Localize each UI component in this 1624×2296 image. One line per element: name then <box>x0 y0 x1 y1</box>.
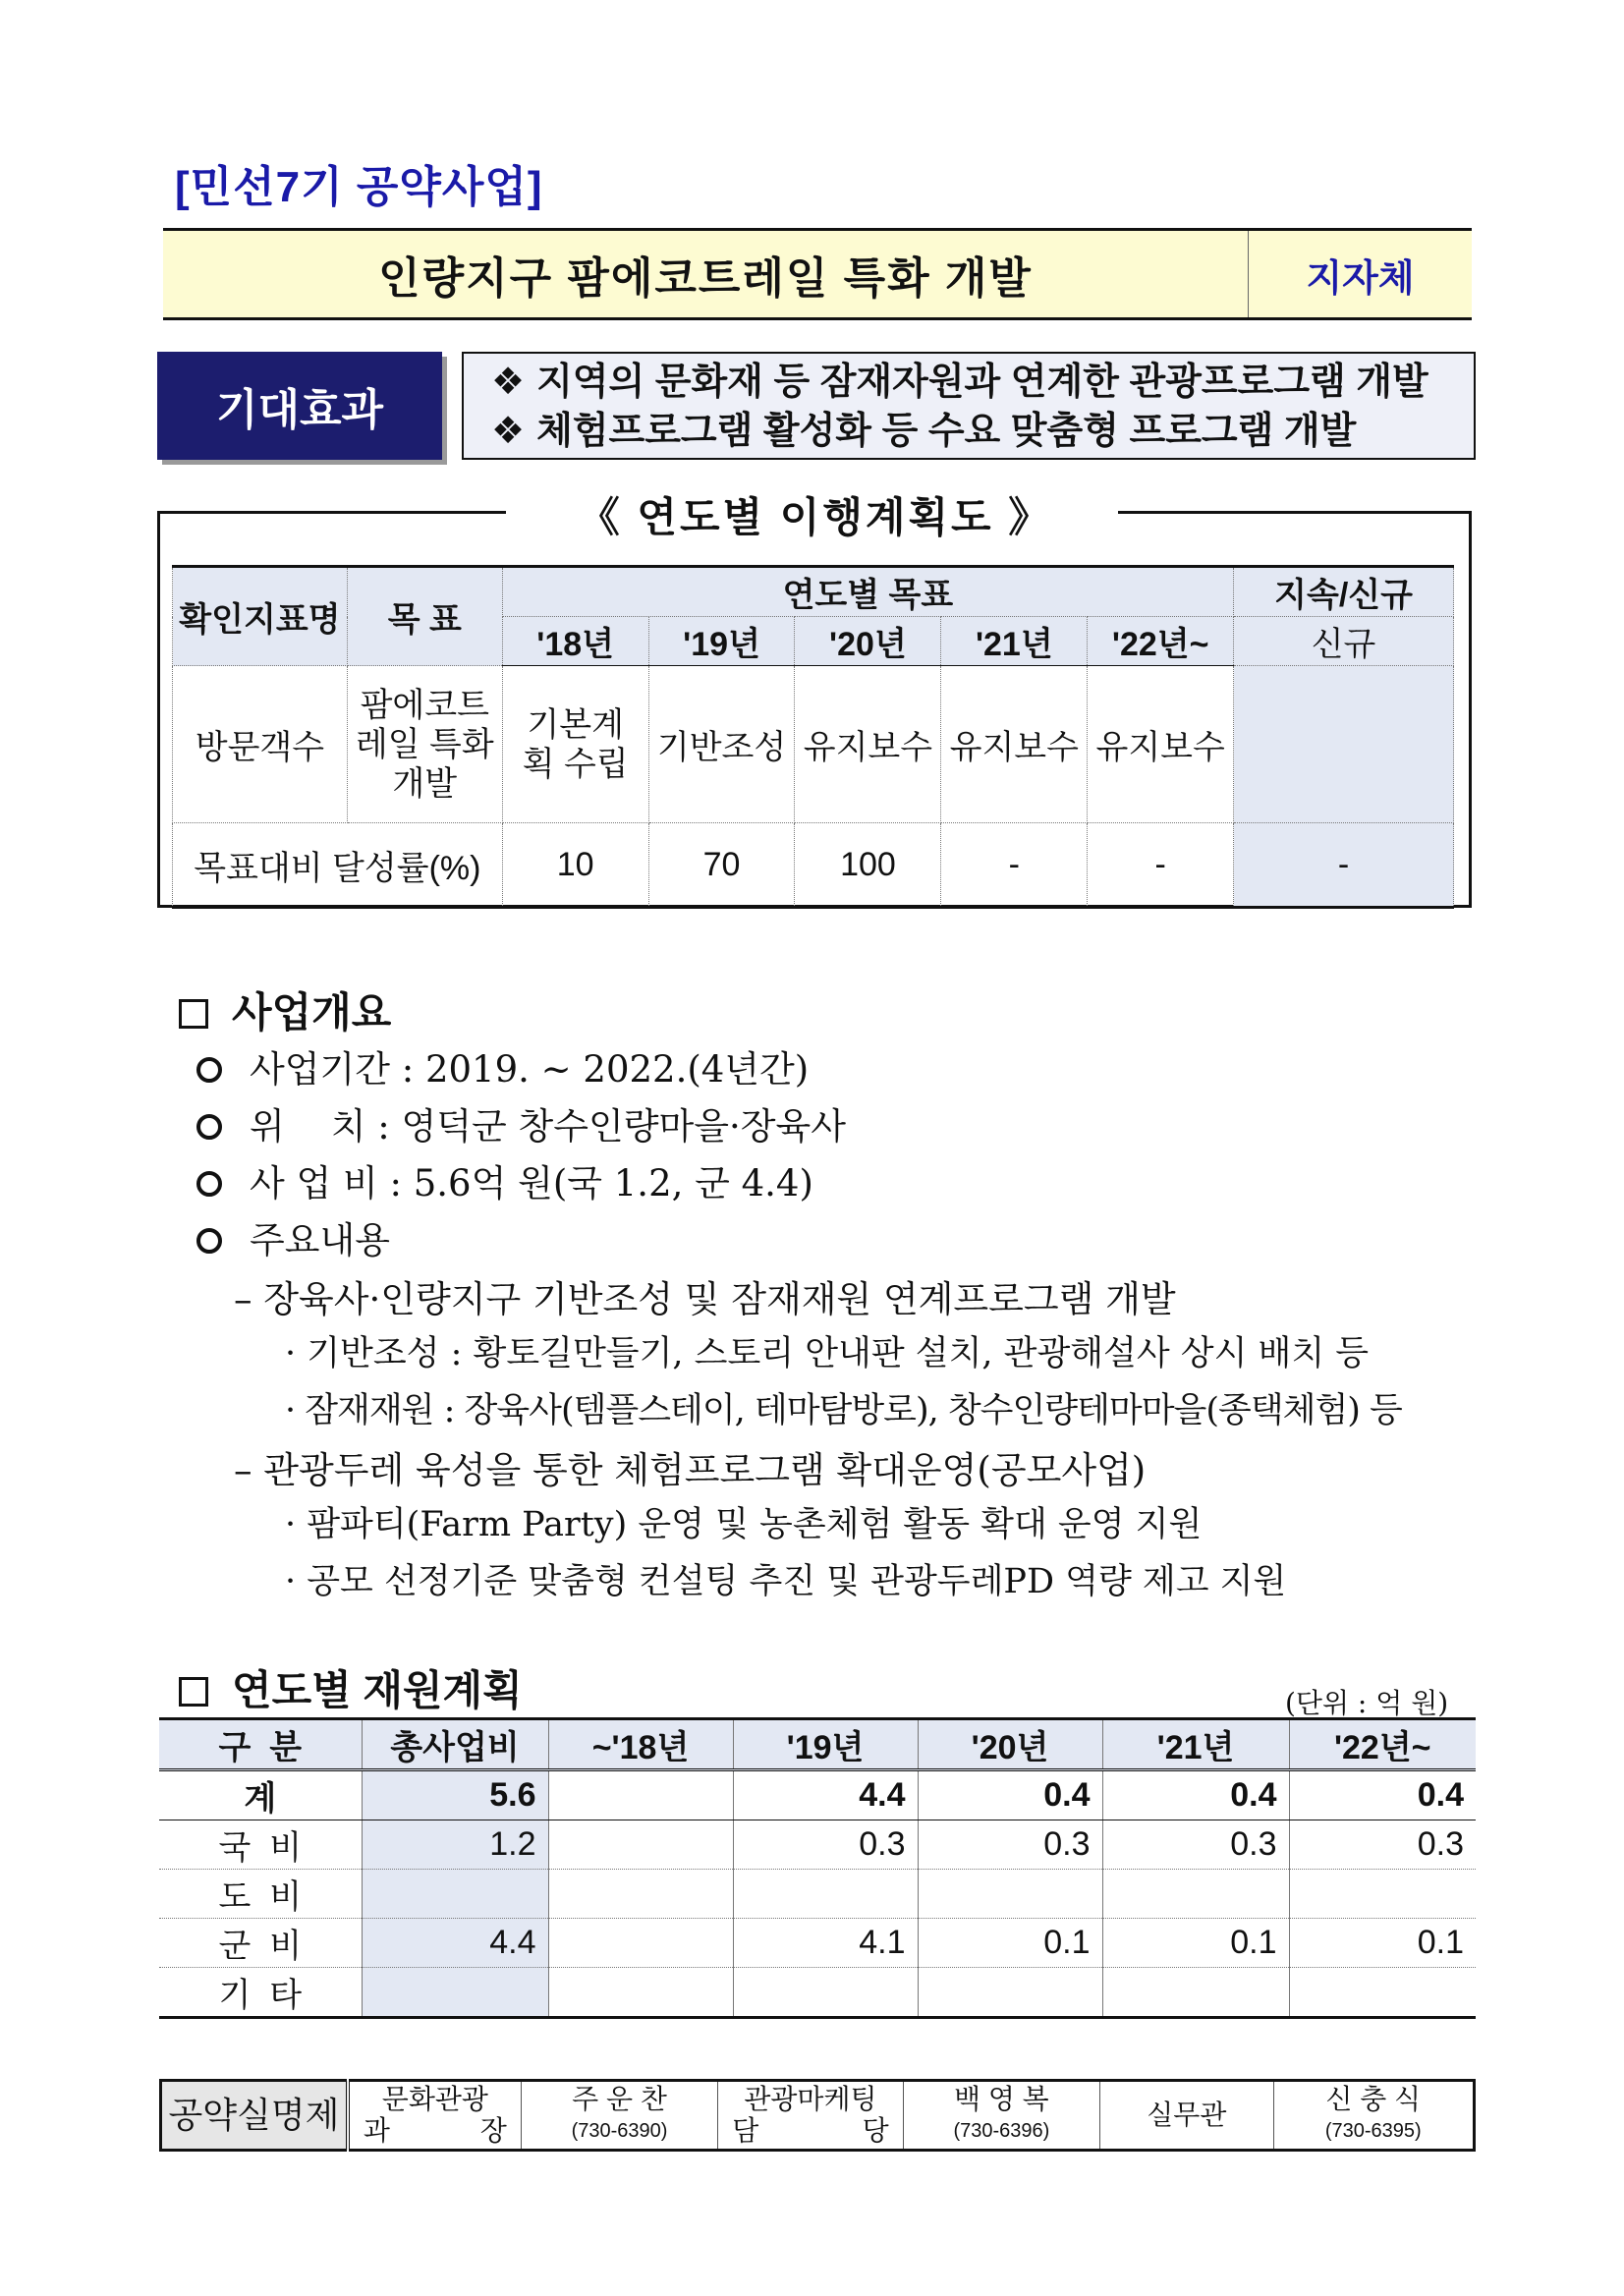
year-header: '19년 <box>648 617 795 666</box>
budget-row-label: 국 비 <box>159 1820 362 1870</box>
budget-cell <box>1102 1870 1289 1919</box>
budget-cell <box>362 1968 548 2018</box>
manager-contact: 백 영 복 (730-6396) <box>903 2081 1099 2151</box>
diamond-bullet-icon: ❖ <box>491 362 526 403</box>
indicator-cell: 방문객수 <box>173 666 348 823</box>
project-category: 지자체 <box>1248 231 1472 317</box>
budget-cell <box>548 1919 733 1968</box>
budget-cell <box>733 1968 918 2018</box>
director-role: 문화관광 과 장 <box>348 2081 521 2151</box>
budget-cell: 0.3 <box>918 1820 1102 1870</box>
overview-line: 사업기간 : 2019. ~ 2022.(4년간) <box>196 1039 809 1092</box>
achievement-value: - <box>1088 823 1234 908</box>
year-header: '20년 <box>795 617 941 666</box>
budget-row-label: 군 비 <box>159 1919 362 1968</box>
page-header-label: [민선7기 공약사업] <box>175 163 543 211</box>
overview-detail-item: · 기반조성 : 황토길만들기, 스토리 안내판 설치, 관광해설사 상시 배치 등 <box>285 1334 1370 1373</box>
header-goal: 목 표 <box>347 567 502 666</box>
implementation-plan-table <box>172 565 1454 909</box>
plan-status-cell <box>1234 666 1454 823</box>
overview-line: 주요내용 <box>196 1210 390 1263</box>
diamond-bullet-icon: ❖ <box>491 411 526 452</box>
budget-col-header: '22년~ <box>1289 1719 1476 1770</box>
effects-box <box>462 352 1476 460</box>
title-box <box>163 228 1472 320</box>
header-yearly-goal: 연도별 목표 <box>502 567 1233 617</box>
budget-col-header: '19년 <box>733 1719 918 1770</box>
budget-row <box>159 1770 1476 1820</box>
plan-value-cell: 유지보수 <box>1088 666 1234 823</box>
budget-cell: 0.4 <box>1102 1770 1289 1820</box>
budget-cell: 0.3 <box>1289 1820 1476 1870</box>
budget-cell <box>733 1870 918 1919</box>
staff-role: 실무관 <box>1100 2081 1273 2151</box>
square-bullet-icon <box>179 999 208 1029</box>
budget-row-label: 도 비 <box>159 1870 362 1919</box>
budget-cell: 0.4 <box>1289 1770 1476 1820</box>
manager-role: 관광마케팅 담 당 <box>718 2081 903 2151</box>
budget-cell <box>548 1968 733 2018</box>
budget-unit: (단위 : 억 원) <box>1285 1687 1449 1719</box>
budget-row <box>159 1820 1476 1870</box>
achievement-label: 목표대비 달성률(%) <box>173 823 503 908</box>
overview-line: 사 업 비 : 5.6억 원(국 1.2, 군 4.4) <box>196 1153 813 1206</box>
staff-contact: 신 충 식 (730-6395) <box>1273 2081 1475 2151</box>
budget-cell: 4.4 <box>362 1919 548 1968</box>
plan-value-cell: 유지보수 <box>941 666 1088 823</box>
budget-cell <box>1289 1968 1476 2018</box>
square-bullet-icon <box>179 1677 208 1707</box>
year-header: '18년 <box>502 617 648 666</box>
project-title: 인량지구 팜에코트레일 특화 개발 <box>378 254 1033 303</box>
overview-detail-item: · 팜파티(Farm Party) 운영 및 농촌체험 활동 확대 운영 지원 <box>285 1505 1203 1544</box>
overview-sub-item: – 장육사·인량지구 기반조성 및 잠재재원 연계프로그램 개발 <box>234 1278 1176 1320</box>
budget-row-label: 기 타 <box>159 1968 362 2018</box>
plan-value-cell: 기본계획 수립 <box>502 666 648 823</box>
circle-bullet-icon <box>196 1057 222 1083</box>
budget-row <box>159 1968 1476 2018</box>
budget-cell <box>362 1870 548 1919</box>
budget-col-header: 구 분 <box>159 1719 362 1770</box>
overview-line: 위 치 : 영덕군 창수인량마을·장육사 <box>196 1096 846 1149</box>
budget-col-header: ~'18년 <box>548 1719 733 1770</box>
director-contact: 주 운 찬 (730-6390) <box>521 2081 717 2151</box>
overview-detail-item: · 잠재재원 : 장육사(템플스테이, 테마탐방로), 창수인량테마마을(종택체험) 등 <box>285 1391 1402 1430</box>
budget-cell: 0.3 <box>1102 1820 1289 1870</box>
year-header: '22년~ <box>1088 617 1234 666</box>
budget-cell: 0.3 <box>733 1820 918 1870</box>
achievement-value: - <box>941 823 1088 908</box>
budget-cell <box>1102 1968 1289 2018</box>
achievement-value: 10 <box>502 823 648 908</box>
budget-col-header: '20년 <box>918 1719 1102 1770</box>
accountability-table <box>159 2079 1476 2152</box>
budget-cell: 0.1 <box>918 1919 1102 1968</box>
footer-label: 공약실명제 <box>161 2081 348 2151</box>
circle-bullet-icon <box>196 1171 222 1197</box>
status-value: 신규 <box>1234 617 1454 666</box>
budget-col-header: 총사업비 <box>362 1719 548 1770</box>
budget-row <box>159 1919 1476 1968</box>
budget-cell: 5.6 <box>362 1770 548 1820</box>
circle-bullet-icon <box>196 1114 222 1140</box>
plan-title: 《 연도별 이행계획도 》 <box>578 494 1053 540</box>
overview-heading: 사업개요 <box>179 980 391 1039</box>
plan-value-cell: 유지보수 <box>795 666 941 823</box>
budget-cell <box>918 1870 1102 1919</box>
budget-cell: 0.1 <box>1102 1919 1289 1968</box>
budget-cell <box>918 1968 1102 2018</box>
budget-row <box>159 1870 1476 1919</box>
budget-cell: 0.1 <box>1289 1919 1476 1968</box>
budget-cell <box>548 1820 733 1870</box>
budget-cell <box>1289 1870 1476 1919</box>
header-status: 지속/신규 <box>1234 567 1454 617</box>
achievement-value: 100 <box>795 823 941 908</box>
achievement-status: - <box>1234 823 1454 908</box>
effects-label: 기대효과 <box>157 352 442 460</box>
budget-cell <box>548 1870 733 1919</box>
effect-item: ❖ 지역의 문화재 등 잠재자원과 연계한 관광프로그램 개발 <box>491 362 1428 403</box>
circle-bullet-icon <box>196 1228 222 1254</box>
budget-col-header: '21년 <box>1102 1719 1289 1770</box>
budget-cell: 1.2 <box>362 1820 548 1870</box>
budget-cell <box>548 1770 733 1820</box>
budget-table <box>159 1717 1476 2019</box>
overview-sub-item: – 관광두레 육성을 통한 체험프로그램 확대운영(공모사업) <box>234 1449 1147 1491</box>
effect-item: ❖ 체험프로그램 활성화 등 수요 맞춤형 프로그램 개발 <box>491 411 1357 452</box>
achievement-value: 70 <box>648 823 795 908</box>
goal-cell: 팜에코트레일 특화 개발 <box>347 666 502 823</box>
budget-heading: 연도별 재원계획 <box>179 1658 523 1717</box>
plan-value-cell: 기반조성 <box>648 666 795 823</box>
budget-cell: 4.4 <box>733 1770 918 1820</box>
budget-cell: 0.4 <box>918 1770 1102 1820</box>
year-header: '21년 <box>941 617 1088 666</box>
budget-row-label: 계 <box>159 1770 362 1820</box>
header-indicator: 확인지표명 <box>173 567 348 666</box>
budget-cell: 4.1 <box>733 1919 918 1968</box>
overview-detail-item: · 공모 선정기준 맞춤형 컨설팅 추진 및 관광두레PD 역량 제고 지원 <box>285 1562 1287 1601</box>
